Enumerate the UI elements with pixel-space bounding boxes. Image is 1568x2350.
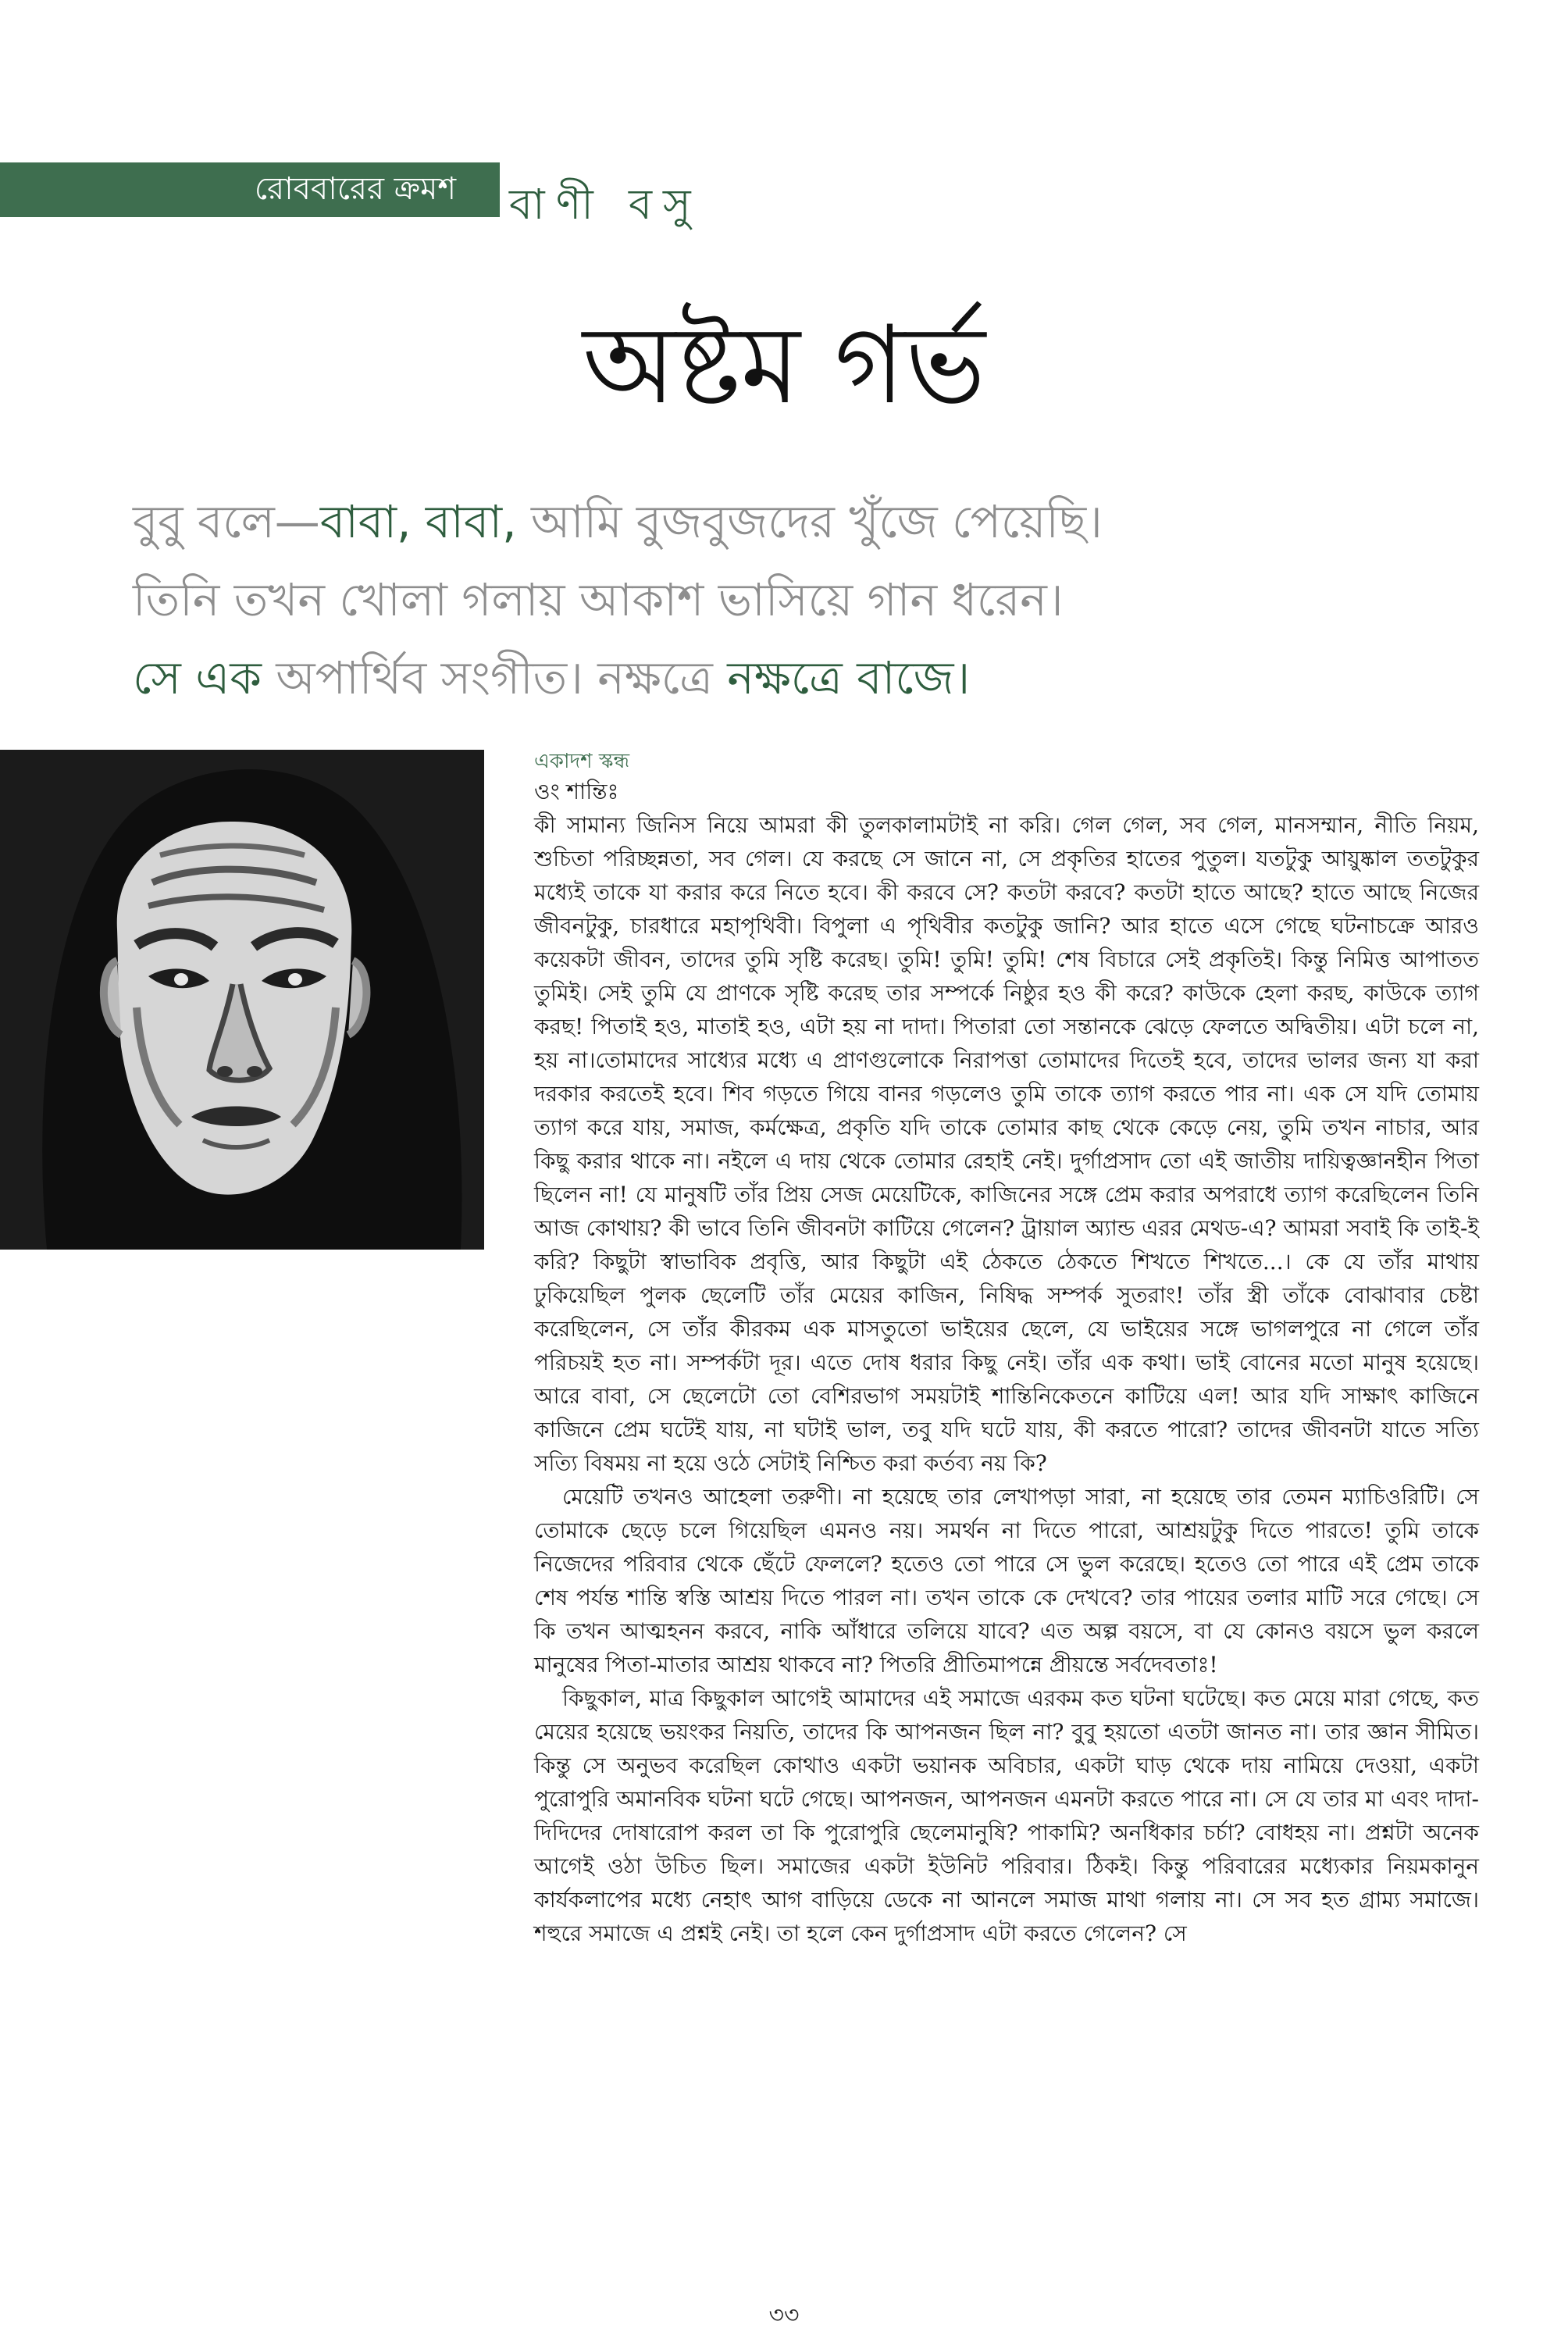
body-paragraph: কী সামান্য জিনিস নিয়ে আমরা কী তুলকালামটাই না করি। গেল গেল, সব গেল, মানসম্মান, নীতি নিয়ম, শুচিতা পরিচ্ছন্নতা, সব গেল। যে করছে সে জানে না, সে প্রকৃতির হাতের পুতুল। যতটুকু আয়ুষ্কাল ততটুকুর মধ্যেই তাকে যা করার করে নিতে হবে। কী করবে সে? কতটা করবে? কতটা হাতে আছে? হাতে আছে নিজের জীবনটুকু, চারধারে মহাপৃথিবী। বিপুলা এ পৃথিবীর কতটুকু জানি? আর হাতে এসে গেছে ঘটনাচক্রে আরও কয়েকটা জীবন, তাদের তুমি সৃষ্টি করেছ। তুমি! তুমি! তুমি! শেষ বিচারে সেই প্রকৃতিই। কিন্তু নিমিত্ত আপাতত তুমিই। সেই তুমি যে প্রাণকে সৃষ্টি করেছ তার সম্পর্কে নিষ্ঠুর হও কী করে? কাউকে হেলা করছ, কাউকে ত্যাগ করছ! পিতাই হও, মাতাই হও, এটা হয় না দাদা। পিতারা তো সন্তানকে ঝেড়ে ফেলতে অদ্বিতীয়। এটা চলে না, হয় না।তোমাদের সাধ্যের মধ্যে এ প্রাণগুলোকে নিরাপত্তা তোমাদের দিতেই হবে, তাদের ভালর জন্য যা করা দরকার করতেই হবে। শিব গড়তে গিয়ে বানর গড়লেও তুমি তাকে ত্যাগ করতে পার না। এক সে যদি তোমায় ত্যাগ করে যায়, সমাজ, কর্মক্ষেত্র, প্রকৃতি যদি তাকে তোমার কাছ থেকে কেড়ে নেয়, তুমি তখন নাচার, আর কিছু করার থাকে না। নইলে এ দায় থেকে তোমার রেহাই নেই। দুর্গাপ্রসাদ তো এই জাতীয় দায়িত্বজ্ঞানহীন পিতা ছিলেন না! যে মানুষটি তাঁর প্রিয় সেজ মেয়েটিকে, কাজিনের সঙ্গে প্রেম করার অপরাধে ত্যাগ করেছিলেন তিনি আজ কোথায়? কী ভাবে তিনি জীবনটা কাটিয়ে গেলেন? ট্রায়াল অ্যান্ড এরর মেথড-এ? আমরা সবাই কি তাই-ই করি? কিছুটা স্বাভাবিক প্রবৃত্তি, আর কিছুটা এই ঠেকতে ঠেকতে শিখতে শিখতে...। কে যে তাঁর মাথায় ঢুকিয়েছিল পুলক ছেলেটি তাঁর মেয়ের কাজিন, নিষিদ্ধ সম্পর্ক সুতরাং! তাঁর স্ত্রী তাঁকে বোঝাবার চেষ্টা করেছিলেন, সে তাঁর কীরকম এক মাসতুতো ভাইয়ের ছেলে, যে ভাইয়ের সঙ্গে ভাগলপুরে না গেলে তাঁর পরিচয়ই হত না। সম্পর্কটা দূর। এতে দোষ ধরার কিছু নেই। তাঁর এক কথা। ভাই বোনের মতো মানুষ হয়েছে। আরে বাবা, সে ছেলেটো তো বেশিরভাগ সময়টাই শান্তিনিকেতনে কাটিয়ে এল! আর যদি সাক্ষাৎ কাজিনে কাজিনে প্রেম ঘটেই যায়, না ঘটাই ভাল, তবু যদি ঘটে যায়, কী করতে পারো? তাদের জীবনটা যাতে সত্যি সত্যি বিষময় না হয়ে ওঠে সেটাই নিশ্চিত করা কর্তব্য নয় কি? [534, 812, 1479, 1476]
deck-fragment: তিনি তখন খোলা গলায় আকাশ ভাসিয়ে গান ধরেন। [133, 573, 1064, 626]
section-label-bar [0, 162, 500, 217]
article-title: অষ্টম গর্ভ [582, 302, 985, 428]
section-label: রোববারের ক্রমশ [254, 170, 456, 207]
author-name: বাণী বসু [509, 180, 702, 229]
body-paragraph: ওং শান্তিঃ [534, 779, 619, 804]
body-paragraph: মেয়েটি তখনও আহেলা তরুণী। না হয়েছে তার লেখাপড়া সারা, না হয়েছে তার তেমন ম্যাচিওরিটি। সে তোমাকে ছেড়ে চলে গিয়েছিল এমনও নয়। সমর্থন না দিতে পারো, আশ্রয়টুকু দিতে পারতে! তুমি তাকে নিজেদের পরিবার থেকে ছেঁটে ফেললে? হতেও তো পারে সে ভুল করেছে। হতেও তো পারে এই প্রেম তাকে শেষ পর্যন্ত শান্তি স্বস্তি আশ্রয় দিতে পারল না। তখন তাকে কে দেখবে? তার পায়ের তলার মাটি সরে গেছে। সে কি তখন আত্মহনন করবে, নাকি আঁধারে তলিয়ে যাবে? এত অল্প বয়সে, বা যে কোনও বয়সে ভুল করলে মানুষের পিতা-মাতার আশ্রয় থাকবে না? পিতরি প্রীতিমাপন্নে প্রীয়ন্তে সর্বদেবতাঃ! [534, 1484, 1479, 1678]
deck-fragment-highlight: বাবা, বাবা, [319, 495, 517, 548]
article-deck [133, 483, 1460, 717]
deck-line [133, 561, 1460, 639]
deck-fragment-highlight: সে এক [133, 651, 262, 704]
article-body [534, 775, 1479, 1950]
deck-fragment: বুবু বলে— [133, 495, 320, 548]
body-paragraph: কিছুকাল, মাত্র কিছুকাল আগেই আমাদের এই সমাজে এরকম কত ঘটনা ঘটেছে। কত মেয়ে মারা গেছে, কত মেয়ের হয়েছে ভয়ংকর নিয়তি, তাদের কি আপনজন ছিল না? বুবু হয়তো এতটা জানত না। তার জ্ঞান সীমিত। কিন্তু সে অনুভব করেছিল কোথাও একটা ভয়ানক অবিচার, একটা ঘাড় থেকে দায় নামিয়ে দেওয়া, একটা পুরোপুরি অমানবিক ঘটনা ঘটে গেছে। আপনজন, আপনজন এমনটা করতে পারে না। সে যে তার মা এবং দাদা-দিদিদের দোষারোপ করল তা কি পুরোপুরি ছেলেমানুষি? পাকামি? অনধিকার চর্চা? বোধহয় না। প্রশ্নটা অনেক আগেই ওঠা উচিত ছিল। সমাজের একটা ইউনিট পরিবার। ঠিকই। কিন্তু পরিবারের মধ্যেকার নিয়মকানুন কার্যকলাপের মধ্যে নেহাৎ আগ বাড়িয়ে ডেকে না আনলে সমাজ মাথা গলায় না। সে সব হত গ্রাম্য সমাজে। শহুরে সমাজে এ প্রশ্নই নেই। তা হলে কেন দুর্গাপ্রসাদ এটা করতে গেলেন? সে [534, 1685, 1479, 1946]
portrait-painting [0, 750, 484, 1250]
article-kicker: একাদশ স্কন্ধ [534, 750, 630, 773]
deck-fragment: আমি বুজবুজদের খুঁজে পেয়েছি। [516, 495, 1103, 548]
deck-fragment-highlight: নক্ষত্রে বাজে। [727, 651, 971, 704]
page-number: ৩৩ [768, 2302, 800, 2329]
deck-line [133, 483, 1460, 561]
deck-fragment: অপার্থিব সংগীত। নক্ষত্রে [261, 651, 728, 704]
portrait-illustration [0, 750, 484, 1250]
deck-line [133, 639, 1460, 717]
